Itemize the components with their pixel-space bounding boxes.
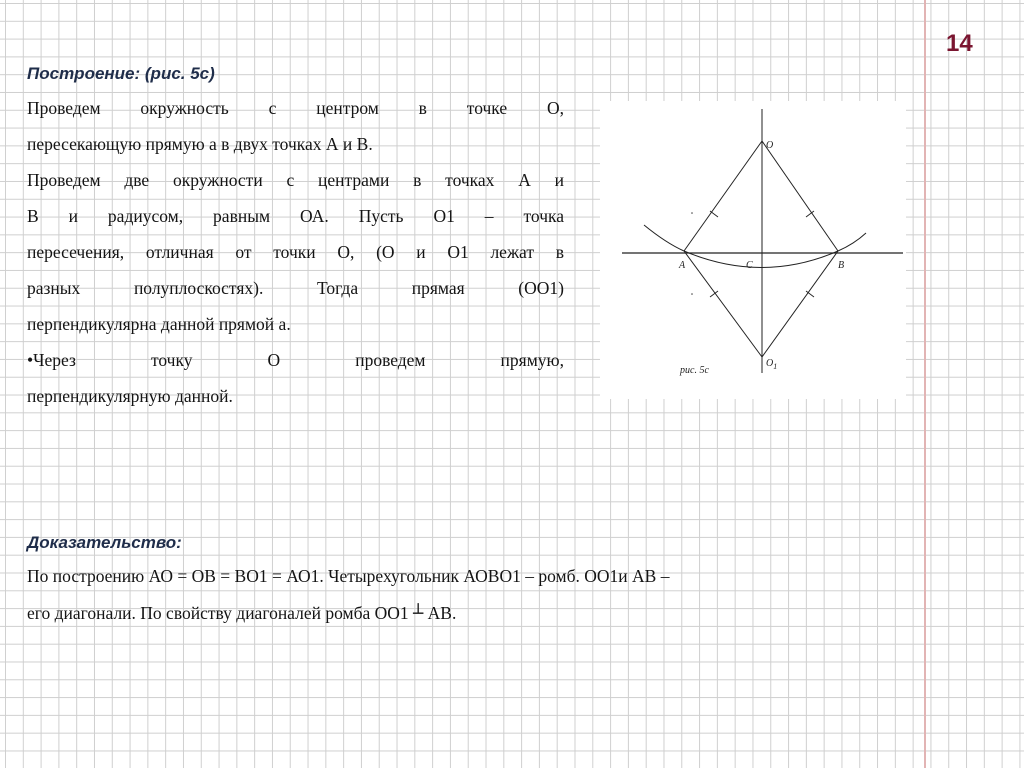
construction-paragraph-3	[27, 342, 564, 414]
label-o1-main: O	[766, 358, 774, 369]
label-o1-subscript: 1	[773, 362, 778, 371]
label-o: O	[766, 140, 774, 151]
side-ob	[762, 141, 838, 251]
text-line: •Через точку О проведем прямую,	[27, 350, 564, 370]
construction-paragraph-2	[27, 162, 564, 342]
geometry-figure-5c	[600, 101, 906, 399]
proof-paragraph	[27, 558, 907, 633]
dot-mark	[691, 212, 693, 214]
dot-mark	[691, 293, 693, 295]
label-o1	[766, 358, 777, 371]
label-c: C	[746, 260, 753, 271]
tick-mark	[710, 211, 718, 217]
side-ao	[684, 141, 762, 251]
proof-heading: Доказательство:	[27, 533, 182, 552]
page-number: 14	[946, 30, 973, 57]
text-line: В и радиусом, равным ОА. Пусть О1 – точка	[27, 206, 564, 226]
construction-paragraph-1	[27, 90, 564, 162]
text-line: Проведем две окружности с центрами в точках А и	[27, 170, 564, 190]
label-b: B	[838, 260, 845, 271]
text-line: По построению АО = ОВ = ВО1 = АО1. Четырехугольник АОВО1 – ромб. ОО1и АВ –	[27, 566, 670, 586]
page-margin-line	[924, 0, 926, 768]
text-line: перпендикулярна данной прямой а.	[27, 314, 291, 334]
proof-text-before-symbol: его диагонали. По свойству диагоналей ромба ОО1	[27, 603, 414, 623]
perpendicular-symbol: ┴	[413, 604, 424, 624]
text-line: Проведем окружность с центром в точке О,	[27, 98, 564, 118]
proof-text-after-symbol: АВ.	[423, 603, 457, 623]
text-line	[27, 595, 907, 633]
text-line: пересекающую прямую а в двух точках А и В.	[27, 134, 373, 154]
text-line: разных полуплоскостях). Тогда прямая (ОО1)	[27, 278, 564, 298]
label-a: A	[679, 260, 686, 271]
figure-caption: рис. 5с	[680, 365, 709, 376]
text-line: пересечения, отличная от точки О, (О и О1 лежат в	[27, 242, 564, 262]
construction-heading: Построение: (рис. 5с)	[27, 64, 215, 83]
text-line: перпендикулярную данной.	[27, 386, 233, 406]
rhombus-construction-drawing	[600, 101, 906, 399]
circle-arc-left	[644, 225, 684, 251]
circle-arc-right	[838, 233, 866, 251]
